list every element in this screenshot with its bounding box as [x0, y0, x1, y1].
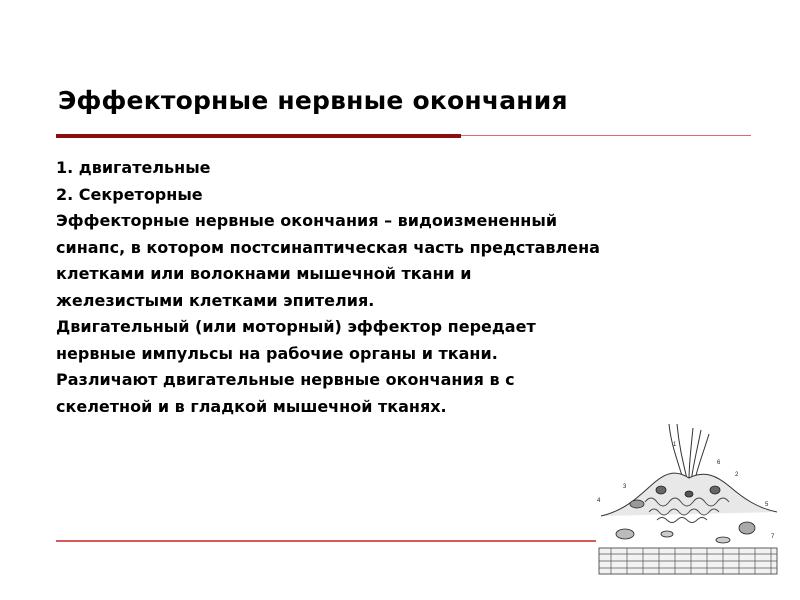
- figure-label: 3: [623, 484, 627, 490]
- list-item-motor: 1. двигательные: [56, 158, 211, 177]
- figure-label: 2: [735, 472, 739, 478]
- figure-label: 4: [597, 498, 601, 504]
- body-line: синапс, в котором постсинаптическая часть представлена: [56, 237, 600, 257]
- body-line: нервные импульсы на рабочие органы и ткани.: [56, 343, 498, 363]
- body-line: Различают двигательные нервные окончания в с: [56, 370, 515, 389]
- title-underline-thin: [461, 135, 751, 136]
- bottom-rule: [56, 540, 596, 542]
- slide-body: [56, 155, 756, 420]
- body-line: железистыми клетками эпителия.: [56, 290, 375, 310]
- body-line: клетками или волокнами мышечной ткани и: [56, 264, 472, 283]
- body-line: Эффекторные нервные окончания – видоизмененный: [56, 211, 558, 230]
- body-line: Двигательный (или моторный) эффектор передает: [56, 317, 536, 336]
- figure-label: 6: [717, 460, 721, 466]
- body-line: скелетной и в гладкой мышечной тканях.: [56, 396, 447, 416]
- figure-label: 7: [771, 534, 775, 540]
- nerve-ending-figure: [597, 424, 779, 576]
- figure-label: 5: [765, 502, 769, 508]
- slide-title: Эффекторные нервные окончания: [58, 86, 568, 115]
- title-underline: [56, 134, 461, 138]
- list-item-secretory: 2. Секреторные: [56, 184, 203, 204]
- figure-label: 1: [673, 442, 677, 448]
